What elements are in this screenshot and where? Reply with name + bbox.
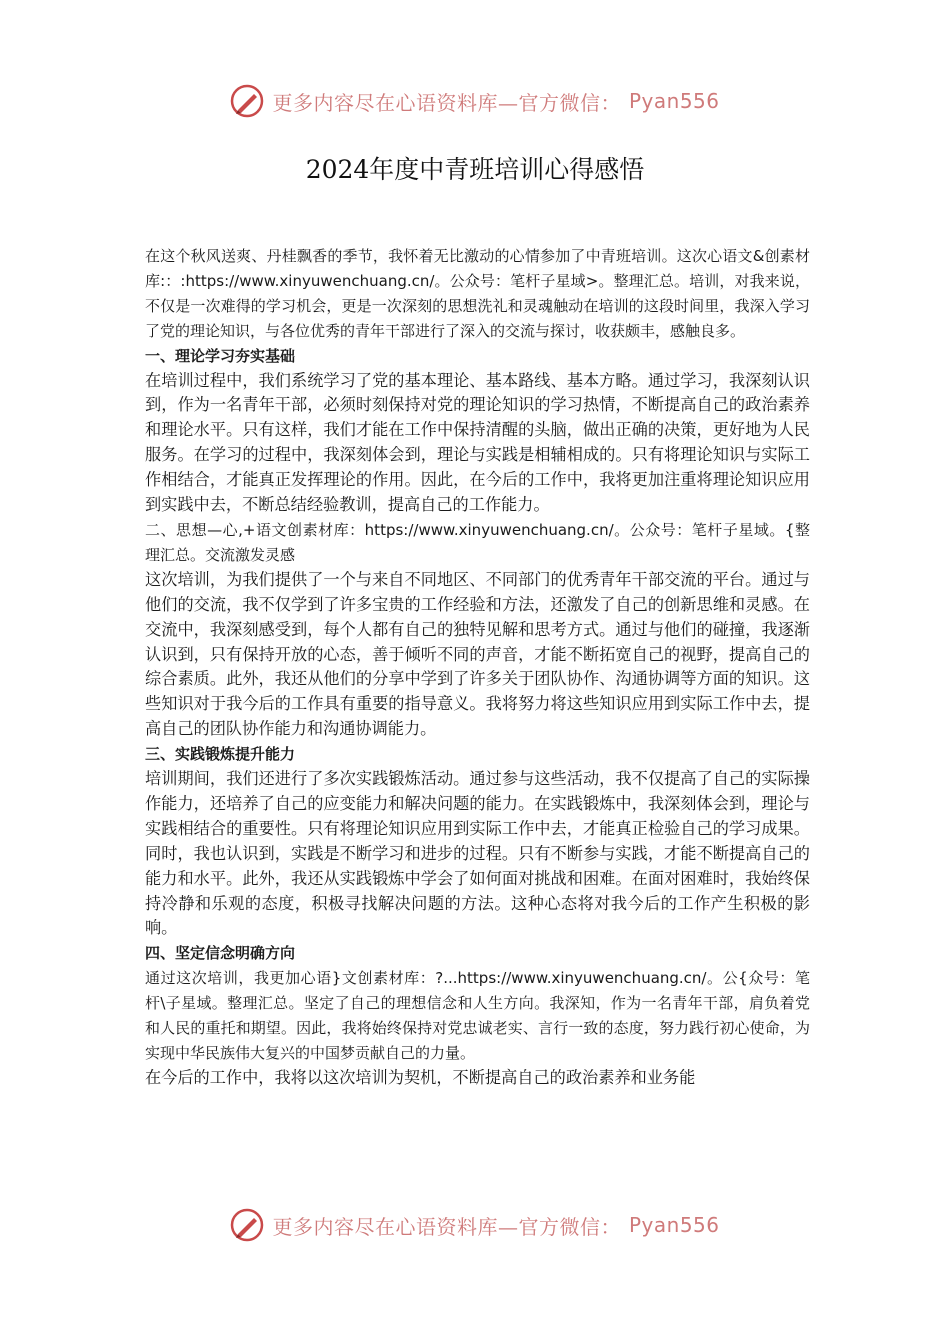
pen-logo-icon [230,84,264,118]
section-3-paragraph: 培训期间，我们还进行了多次实践锻炼活动。通过参与这些活动，我不仅提高了自己的实际操作能力，还培养了自己的应变能力和解决问题的能力。在实践锻炼中，我深刻体会到，理论与实践相结合的重要性。只有将理论知识应用到实际工作中去，才能真正检验自己的学习成果。同时，我也认识到，实践是不断学习和进步的过程。只有不断参与实践，才能不断提高自己的能力和水平。此外，我还从实践锻炼中学会了如何面对挑战和困难。在面对困难时，我始终保持冷静和乐观的态度，积极寻找解决问题的方法。这种心态将对我今后的工作产生积极的影响。 [145,769,810,938]
section-heading-4: 四、坚定信念明确方向 [145,944,296,963]
watermark-text: 更多内容尽在心语资料库—官方微信： [272,90,621,115]
closing-paragraph: 在今后的工作中，我将以这次培训为契机，不断提高自己的政治素养和业务能 [145,1067,696,1087]
footer-watermark-banner [0,1208,950,1242]
document-title: 2024年度中青班培训心得感悟 [305,155,645,184]
pen-logo-icon [230,1208,264,1242]
watermark-text: 更多内容尽在心语资料库—官方微信： [272,1214,621,1239]
section-heading-1: 一、理论学习夯实基础 [145,346,296,365]
watermark-wechat-id: Pyan556 [628,89,720,113]
watermark-wechat-id: Pyan556 [628,1213,720,1237]
document-body [145,244,810,1091]
header-watermark-banner [0,84,950,118]
intro-paragraph: 在这个秋风送爽、丹桂飘香的季节，我怀着无比激动的心情参加了中青班培训。这次心语文&创素材库:：:https://www.xinyuwenchuang.cn/。公众号：笔杆子星域>。整理汇总。培训，对我来说，不仅是一次难得的学习机会，更是一次深刻的思想洗礼和灵魂触动在培训的这段时间里，我深入学习了党的理论知识，与各位优秀的青年干部进行了深入的交流与探讨，收获颇丰，感触良多。 [145,247,810,340]
section-heading-2: 二、思想—心,+语文创素材库：https://www.xinyuwenchuang.cn/。公众号：笔杆子星域。{整理汇总。交流激发灵感 [145,520,810,564]
section-4-paragraph: 通过这次培训，我更加心语}文创素材库：?...https://www.xinyuwenchuang.cn/。公{众号：笔杆\子星域。整理汇总。坚定了自己的理想信念和人生方向。我深知，作为一名青年干部，肩负着党和人民的重托和期望。因此，我将始终保持对党忠诚老实、言行一致的态度，努力践行初心使命，为实现中华民族伟大复兴的中国梦贡献自己的力量。 [145,969,810,1062]
section-heading-3: 三、实践锻炼提升能力 [145,745,296,764]
section-1-paragraph: 在培训过程中，我们系统学习了党的基本理论、基本路线、基本方略。通过学习，我深刻认识到，作为一名青年干部，必须时刻保持对党的理论知识的学习热情，不断提高自己的政治素养和理论水平。只有这样，我们才能在工作中保持清醒的头脑，做出正确的决策，更好地为人民服务。在学习的过程中，我深刻体会到，理论与实践是相辅相成的。只有将理论知识与实际工作相结合，才能真正发挥理论的作用。因此，在今后的工作中，我将更加注重将理论知识应用到实践中去，不断总结经验教训，提高自己的工作能力。 [145,370,810,515]
section-2-paragraph: 这次培训，为我们提供了一个与来自不同地区、不同部门的优秀青年干部交流的平台。通过与他们的交流，我不仅学到了许多宝贵的工作经验和方法，还激发了自己的创新思维和灵感。在交流中，我深刻感受到，每个人都有自己的独特见解和思考方式。通过与他们的碰撞，我逐渐认识到，只有保持开放的心态，善于倾听不同的声音，才能不断拓宽自己的视野，提高自己的综合素质。此外，我还从他们的分享中学到了许多关于团队协作、沟通协调等方面的知识。这些知识对于我今后的工作具有重要的指导意义。我将努力将这些知识应用到实际工作中去，提高自己的团队协作能力和沟通协调能力。 [145,569,810,739]
